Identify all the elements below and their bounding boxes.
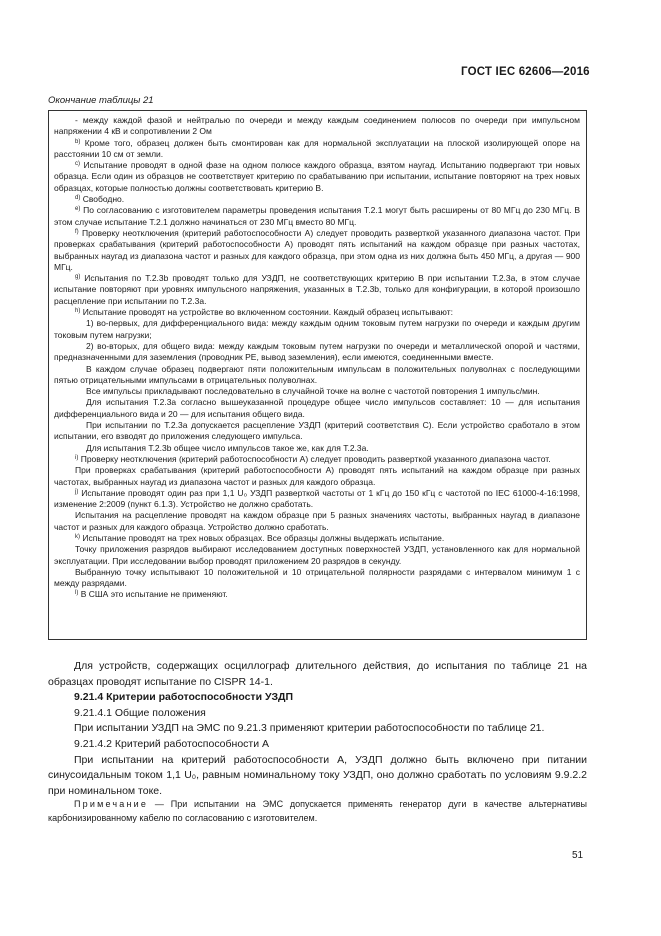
footnote-item (54, 138, 580, 161)
page-number: 51 (572, 850, 584, 861)
footnote-item (54, 510, 580, 533)
body-paragraph: При испытании УЗДП на ЭМС по 9.21.3 применяют критерии работоспособности по таблице 21. (74, 722, 545, 735)
footnote-item (54, 465, 580, 488)
footnote-mark: c) (75, 161, 80, 168)
footnote-text: Испытание проводят на устройстве во включенном состоянии. Каждый образец испытывают: (80, 307, 453, 318)
footnote-item (54, 567, 580, 590)
footnote-text: 2) во-вторых, для общего вида: между каждым токовым путем нагрузки по очереди и металлической опорой и частями, предназначенными для заземления (проводник РЕ, вывод заземления), если имеются, соединенными вместе. (54, 340, 580, 363)
footnote-mark: f) (75, 228, 79, 235)
body-paragraph: 9.21.4.1 Общие положения (74, 706, 206, 719)
footnote-text: Испытания по Т.2.3b проводят только для УЗДП, не соответствующих критерию В при испытании Т.2.3а, в этом случае испытание повторяют при уровнях импульсного напряжения, указанных в Т.2.3b, только для конфигурации, в которой произошло расцепление при испытании по Т.2.3а. (54, 273, 580, 306)
footnote-text: Испытание проводят один раз при 1,1 U₀ УЗДП разверткой частоты от 1 кГц до 150 кГц с частотой по IEC 61000-4-16:1998, изменение 2:2009 (пункт 6.1.3). Устройство не должно сработать. (54, 487, 580, 510)
footnote-text: Для испытания Т.2.3b общее число импульсов такое же, как для Т.2.3а. (86, 442, 369, 453)
footnote-text: При испытании по Т.2.3а допускается расцепление УЗДП (критерий соответствия С). Если устройство сработало в этом испытании, его взводят до приложения следующего импульса. (54, 420, 580, 442)
footnote-text: Испытание проводят в одной фазе на одном полюсе каждого образца, взятом наугад. Испытанию подвергают три новых образца. Если один из образцов не соответствует критерию по срабатыванию при испытании, испытание повторяют на трех новых образцах, которые полностью должны соответствовать критерию В. (54, 160, 580, 193)
note-text: — При испытании на ЭМС допускается применять генератор дуги в качестве альтернативы карбонизированному кабелю по согласованию с изготовителем. (48, 799, 587, 823)
footnote-mark: d) (75, 195, 81, 202)
footnote-text: Свободно. (80, 194, 125, 205)
note-paragraph (48, 797, 587, 825)
body-text (48, 659, 587, 799)
footnote-item (54, 194, 580, 205)
footnote-text: Проверку неотключения (критерий работоспособности А) следует проводить разверткой указанного диапазона частот. При проверках срабатывания (критерий работоспособности А) проводят пять испытаний на каждом образце при разных частотах, выбранных наугад из диапазона частот и разных для каждого образца, при этом одна из них должна быть 450 МГц, а другая — 900 МГц. (54, 227, 580, 272)
footnote-mark: j) (75, 488, 79, 495)
footnote-text: По согласованию с изготовителем параметры проведения испытания Т.2.1 могут быть расширены от 80 МГц до 230 МГц. В этом случае испытание Т.2.1 должно начинаться от 230 МГц вместо 80 МГц. (54, 205, 580, 227)
footnote-text: Проверку неотключения (критерий работоспособности А) следует проводить разверткой указанного диапазона частот. (78, 453, 551, 464)
footnote-text: В США это испытание не применяют. (78, 589, 228, 600)
note-block (48, 797, 587, 825)
body-paragraph: Для устройств, содержащих осциллограф длительного действия, до испытания по таблице 21 на образцах проводят испытание по CISPR 14-1. (48, 660, 587, 688)
footnote-mark: l) (75, 590, 79, 597)
footnote-text: Испытание проводят на трех новых образцах. Все образцы должны выдержать испытание. (80, 532, 445, 543)
footnote-text: Кроме того, образец должен быть смонтирован как для нормальной эксплуатации на плоской изолирующей опоре на расстоянии 10 см от земли. (54, 137, 580, 159)
footnote-text: - между каждой фазой и нейтралью по очереди и между каждым соединением полюсов по очереди при импульсном напряжении 4 кВ и сопротивлении 2 Ом (54, 115, 580, 137)
footnote-mark: i) (75, 454, 79, 461)
footnote-item (54, 454, 580, 465)
footnote-item (54, 160, 580, 194)
footnote-mark: e) (75, 206, 81, 213)
footnote-text: Испытания на расцепление проводят на каждом образце при 5 разных значениях частоты, выбранных наугад в диапазоне частот и разных для каждого образца. Устройство должно сработать. (54, 510, 580, 532)
footnote-mark: b) (75, 138, 81, 145)
footnote-item (54, 341, 580, 364)
footnote-text: Точку приложения разрядов выбирают исследованием доступных поверхностей УЗДП, установленного как для нормальной эксплуатации. При исследовании выбор проводят приложением 20 разрядов в секунду. (54, 544, 580, 566)
footnote-item (54, 273, 580, 307)
footnote-mark: k) (75, 533, 80, 540)
footnote-mark: g) (75, 274, 81, 281)
footnote-text: Все импульсы прикладывают последовательно в случайной точке на волне с частотой повторения 1 импульс/мин. (86, 386, 540, 397)
footnote-item (54, 488, 580, 511)
footnote-item (54, 318, 580, 341)
footnote-item (54, 386, 580, 397)
footnote-item (54, 115, 580, 138)
footnote-text: Для испытания Т.2.3а согласно вышеуказанной процедуре общее число импульсов составляет: 10 — для испытания дифференциального вида и 20 — для испытания общего вида. (54, 397, 580, 419)
footnote-item (54, 228, 580, 273)
body-paragraph: При испытании на критерий работоспособности А, УЗДП должно быть включено при питании синусоидальным током 1,1 U₀, равным номинальному току УЗДП, оно должно сработать по условиям 9.9.2.2 при номинальном токе. (48, 753, 587, 797)
table-caption: Окончание таблицы 21 (48, 95, 154, 106)
footnote-item (54, 397, 580, 420)
footnote-item (54, 533, 580, 544)
footnote-text: При проверках срабатывания (критерий работоспособности А) проводят пять испытаний на каждом образце при разных частотах, выбранных наугад из диапазона частот и разных для каждого образца. (54, 465, 580, 487)
footnote-item (54, 364, 580, 387)
footnote-text: В каждом случае образец подвергают пяти положительным импульсам в положительных полуволнах с последующими пятью отрицательными импульсами в отрицательных полуволнах. (54, 363, 580, 385)
section-heading: 9.21.4 Критерии работоспособности УЗДП (74, 691, 294, 704)
footnote-item (54, 205, 580, 228)
footnote-text: Выбранную точку испытывают 10 положительной и 10 отрицательной полярности разрядами с интервалом минимум 1 с между разрядами. (54, 566, 580, 589)
footnote-text: 1) во-первых, для дифференциального вида: между каждым одним токовым путем нагрузки по очереди и каждым другим токовым путем нагрузки; (54, 318, 580, 340)
note-label: Примечание (74, 799, 149, 809)
footnote-item (54, 443, 580, 454)
footnote-item (54, 420, 580, 443)
footnote-item (54, 544, 580, 567)
footnote-item (54, 589, 580, 600)
body-paragraph: 9.21.4.2 Критерий работоспособности А (74, 737, 270, 750)
table-footnotes (54, 115, 580, 601)
standard-header: ГОСТ IEC 62606—2016 (461, 66, 590, 78)
footnote-item (54, 307, 580, 318)
footnote-mark: h) (75, 308, 81, 315)
